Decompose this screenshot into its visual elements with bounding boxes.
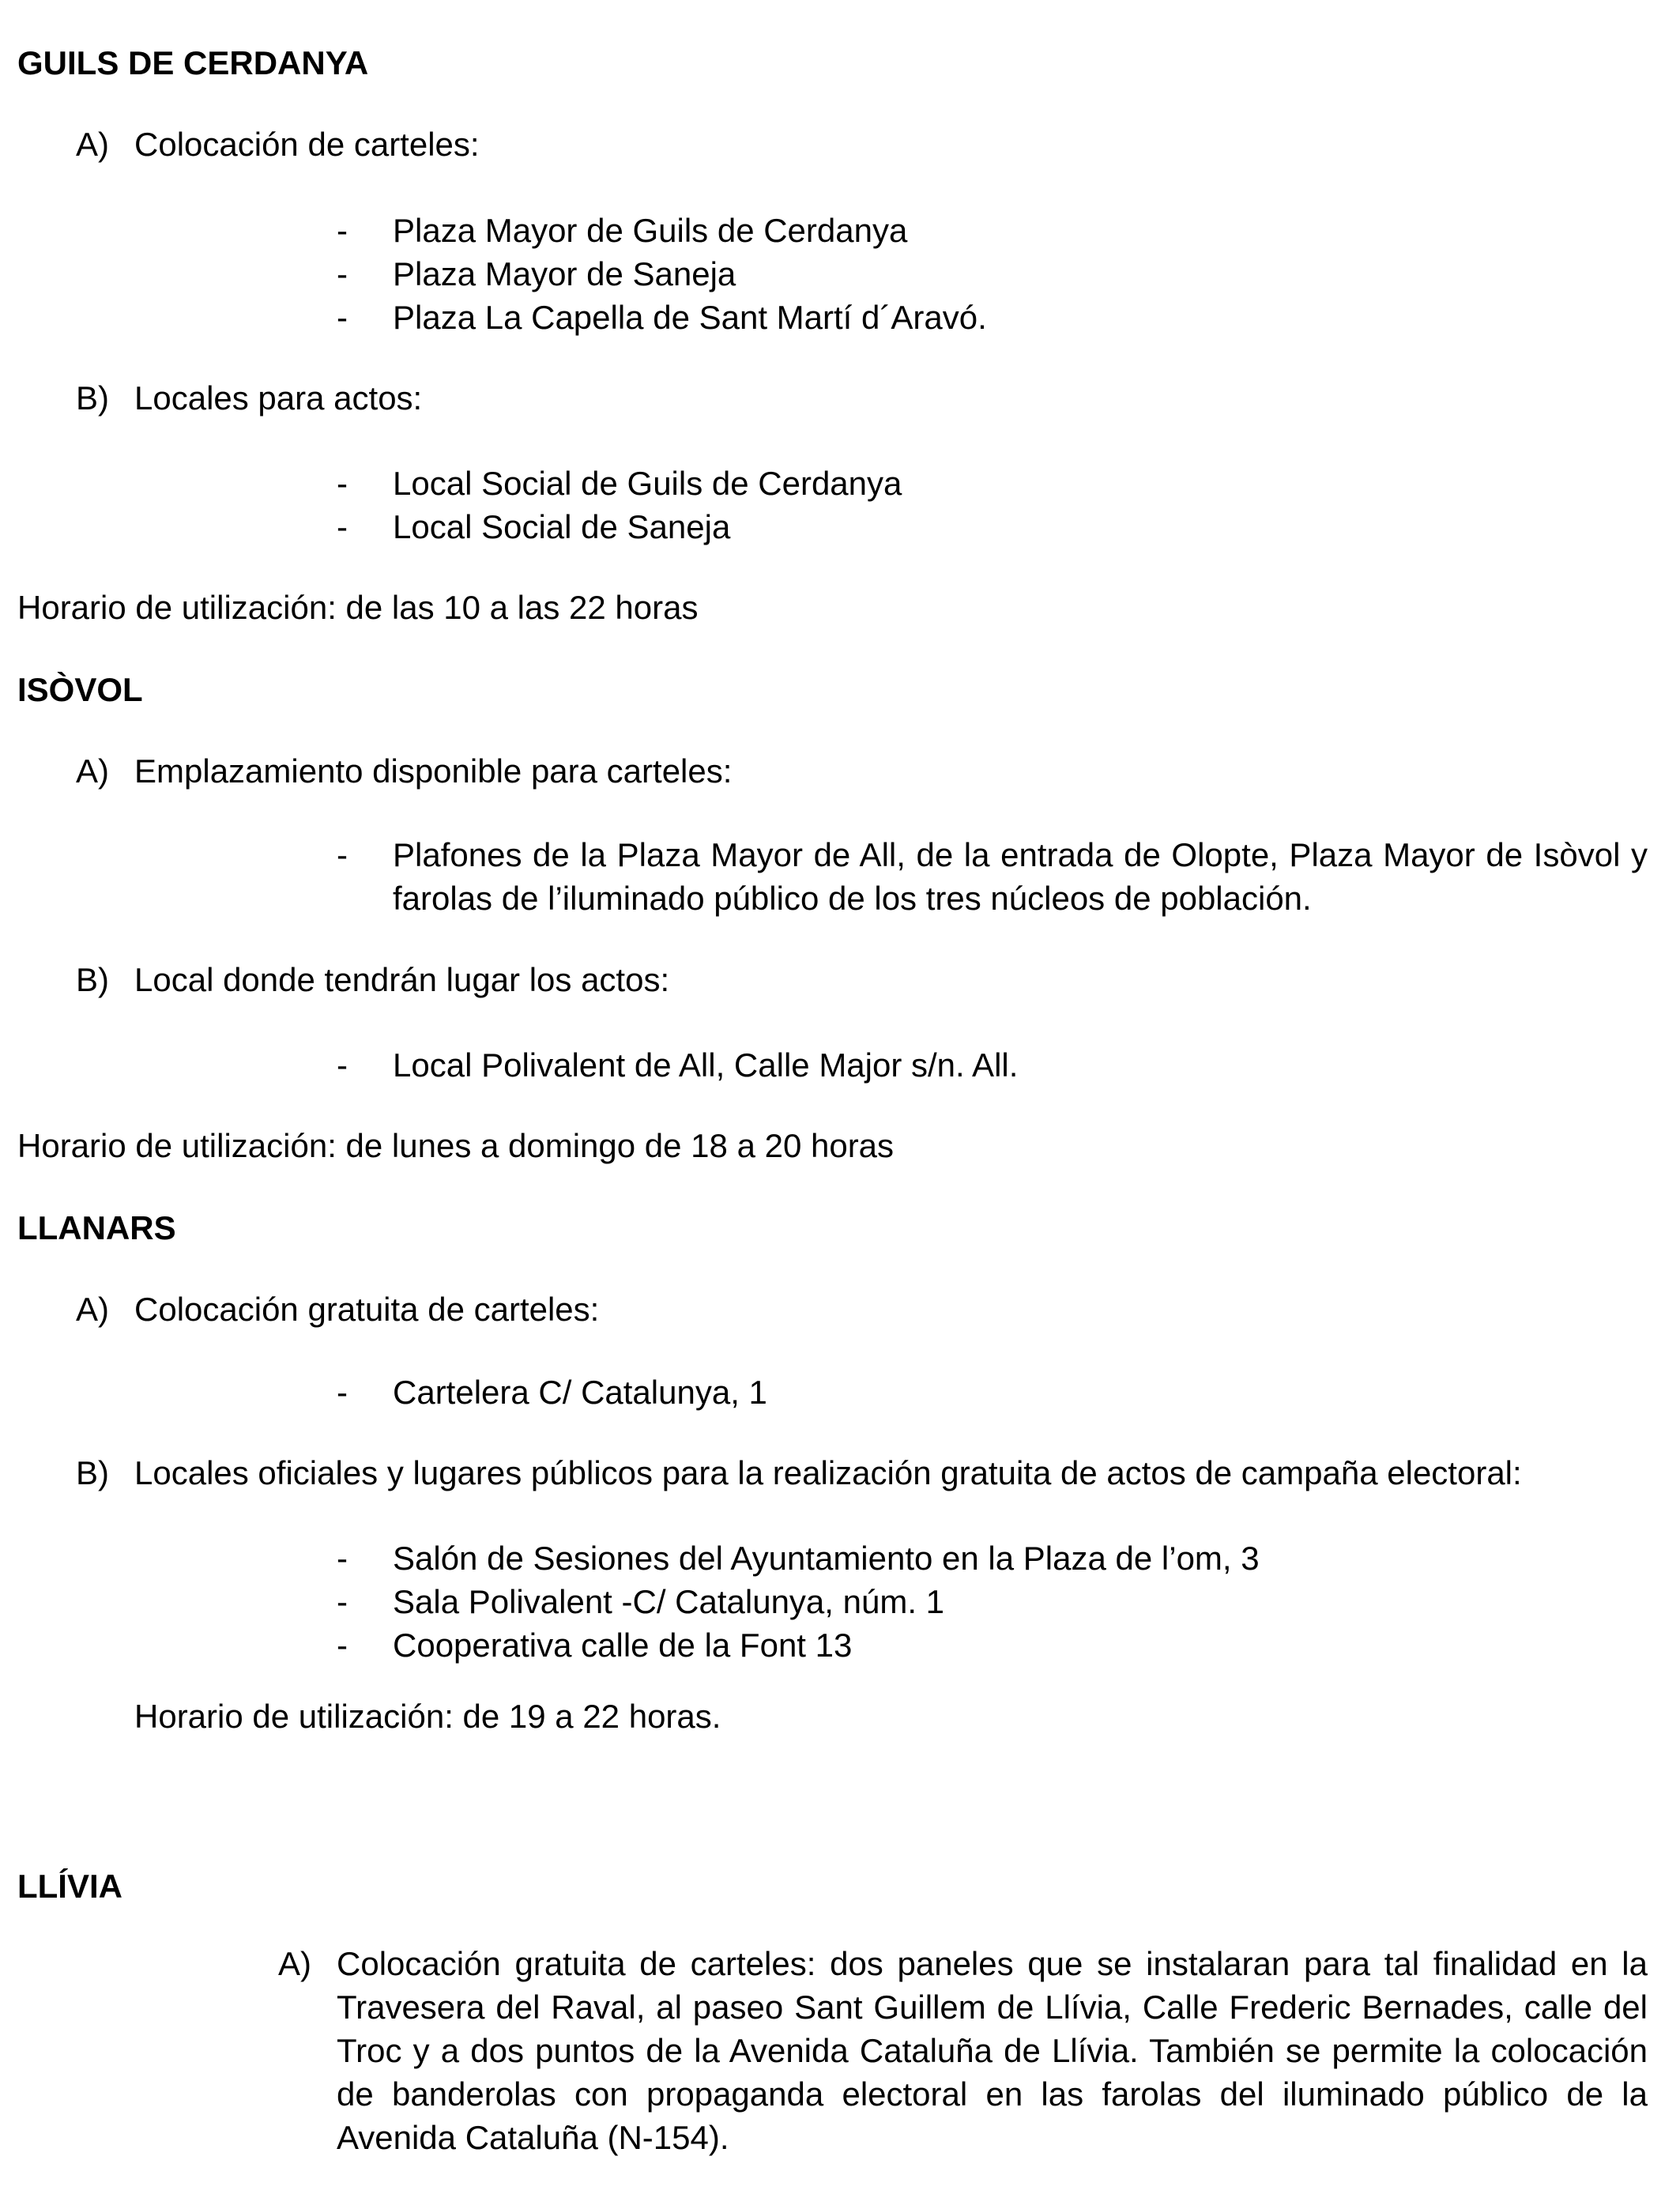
- guils-b-item: Local Social de Saneja: [393, 508, 731, 545]
- llanars-b-item: Salón de Sesiones del Ayuntamiento en la Plaza de l’om, 3: [393, 1540, 1260, 1577]
- bullet-dash: -: [337, 212, 348, 249]
- bullet-dash: -: [337, 1540, 348, 1577]
- isovol-a-item: Plafones de la Plaza Mayor de All, de la entrada de Olopte, Plaza Mayor de Isòvol y farolas de l’iluminado público de los tres núcleos de población.: [393, 836, 1648, 917]
- llanars-b-marker: B): [76, 1454, 109, 1491]
- bullet-dash: -: [337, 1627, 348, 1664]
- guils-schedule: Horario de utilización: de las 10 a las 22 horas: [17, 589, 699, 626]
- bullet-dash: -: [337, 508, 348, 545]
- isovol-a-label: Emplazamiento disponible para carteles:: [134, 752, 733, 790]
- bullet-dash: -: [337, 836, 348, 873]
- guils-a-marker: A): [76, 126, 109, 163]
- llivia-a-text: Colocación gratuita de carteles: dos paneles que se instalaran para tal finalidad en la Travesera del Raval, al paseo Sant Guillem de Llívia, Calle Frederic Bernades, calle del Troc y a dos puntos de la Avenida Cataluña de Llívia. También se permite la colocación de banderolas con propaganda electoral en las farolas del iluminado público de la Avenida Cataluña (N-154).: [337, 1945, 1648, 2156]
- llanars-a-marker: A): [76, 1291, 109, 1328]
- isovol-b-label: Local donde tendrán lugar los actos:: [134, 961, 670, 998]
- guils-a-item: Plaza Mayor de Guils de Cerdanya: [393, 212, 908, 249]
- llanars-b-label: Locales oficiales y lugares públicos para la realización gratuita de actos de campaña electoral:: [134, 1454, 1522, 1491]
- bullet-dash: -: [337, 1374, 348, 1411]
- bullet-dash: -: [337, 299, 348, 336]
- llanars-a-label: Colocación gratuita de carteles:: [134, 1291, 600, 1328]
- guils-a-item: Plaza La Capella de Sant Martí d´Aravó.: [393, 299, 987, 336]
- guils-a-item: Plaza Mayor de Saneja: [393, 255, 736, 292]
- bullet-dash: -: [337, 1583, 348, 1620]
- section-heading-llanars: LLANARS: [17, 1209, 176, 1246]
- section-heading-guils: GUILS DE CERDANYA: [17, 44, 369, 81]
- guils-b-marker: B): [76, 379, 109, 417]
- isovol-a-marker: A): [76, 752, 109, 790]
- llivia-a-marker: A): [278, 1945, 311, 1982]
- guils-b-item: Local Social de Guils de Cerdanya: [393, 465, 902, 502]
- guils-a-label: Colocación de carteles:: [134, 126, 480, 163]
- isovol-b-marker: B): [76, 961, 109, 998]
- llanars-b-item: Sala Polivalent -C/ Catalunya, núm. 1: [393, 1583, 945, 1620]
- section-heading-isovol: ISÒVOL: [17, 671, 143, 708]
- isovol-schedule: Horario de utilización: de lunes a domingo de 18 a 20 horas: [17, 1127, 895, 1164]
- llanars-b-item: Cooperativa calle de la Font 13: [393, 1627, 853, 1664]
- llanars-a-item: Cartelera C/ Catalunya, 1: [393, 1374, 767, 1411]
- bullet-dash: -: [337, 255, 348, 292]
- isovol-b-item: Local Polivalent de All, Calle Major s/n. All.: [393, 1046, 1019, 1084]
- guils-b-label: Locales para actos:: [134, 379, 423, 417]
- bullet-dash: -: [337, 1046, 348, 1084]
- bullet-dash: -: [337, 465, 348, 502]
- llanars-schedule: Horario de utilización: de 19 a 22 horas.: [134, 1698, 721, 1735]
- section-heading-llivia: LLÍVIA: [17, 1868, 122, 1905]
